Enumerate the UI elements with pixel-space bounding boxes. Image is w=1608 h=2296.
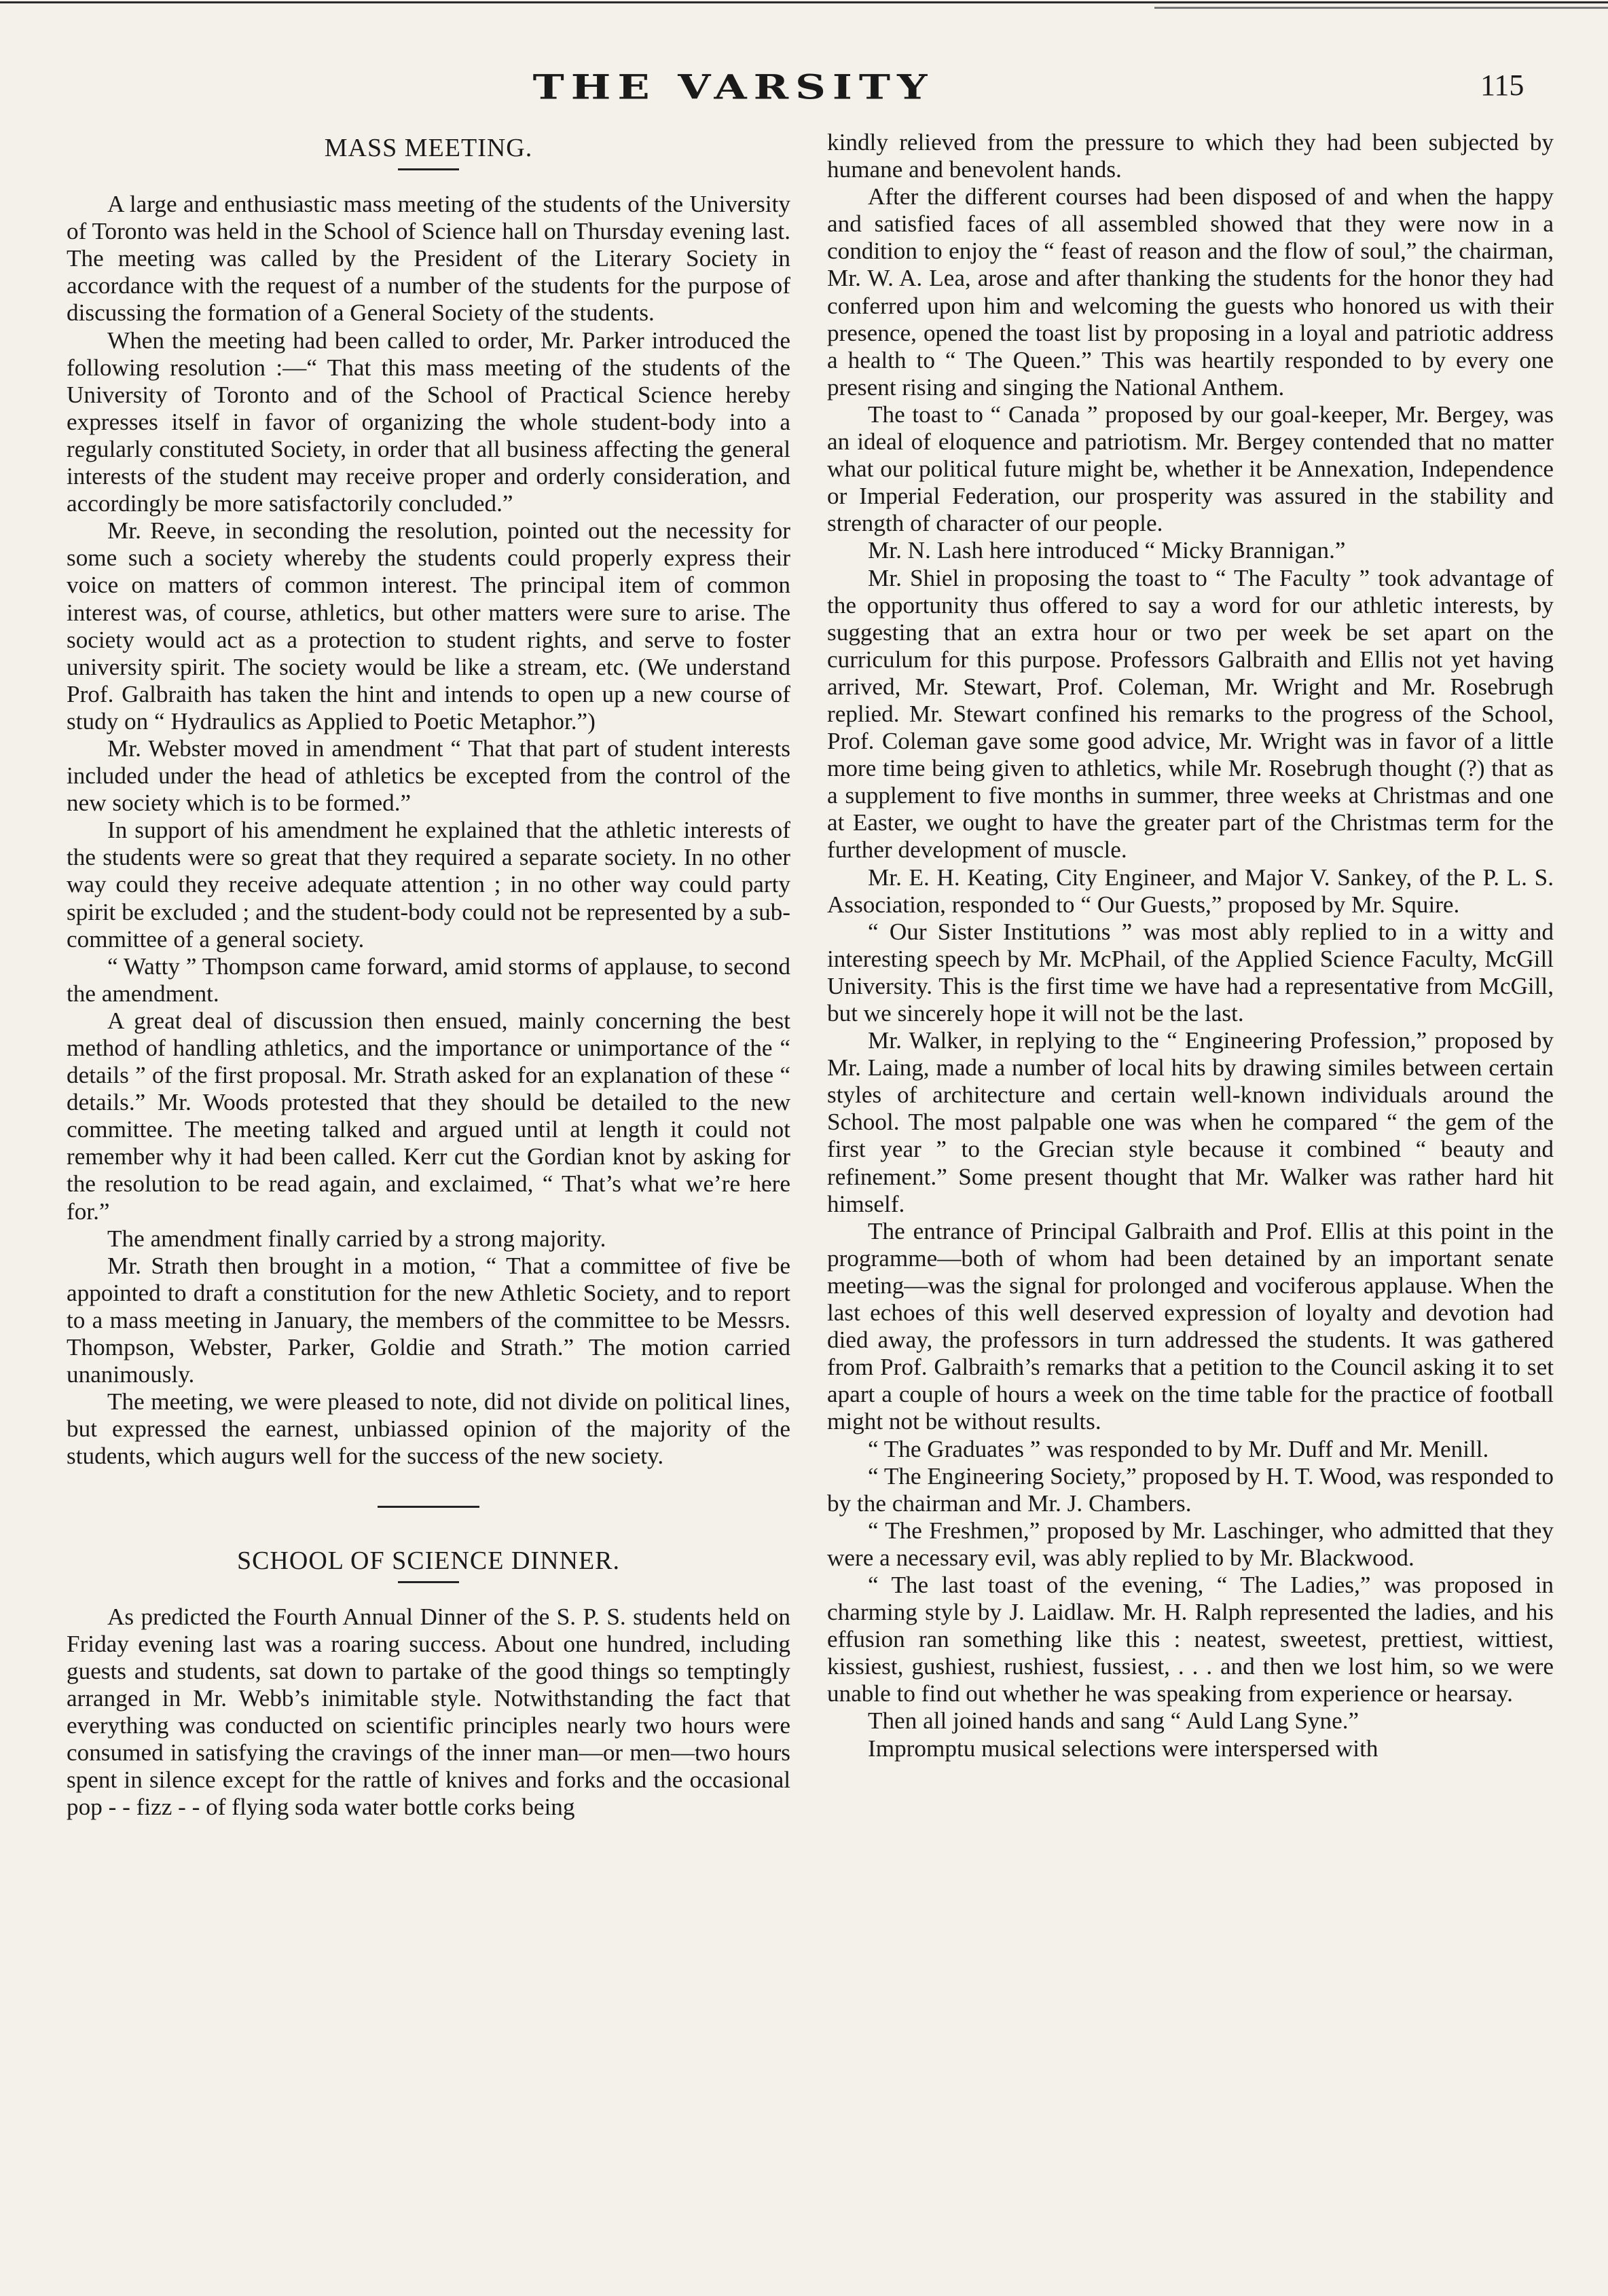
paragraph: “ Our Sister Institutions ” was most ably replied to in a witty and interesting speech by Mr. McPhail, of the Applied Science Faculty, McGill University. This is the first time we have had a representative from McGill, but we sincerely hope it will not be the last. xyxy=(827,918,1554,1026)
top-border-rule-secondary xyxy=(1154,7,1608,9)
paragraph: In support of his amendment he explained that the athletic interests of the students were so great that they required a separate society. In no other way could they receive adequate attention ; in no other way could party spirit be excluded ; and the student-body could not be represented by a sub-committee of a general society. xyxy=(67,817,790,952)
paragraph: The amendment finally carried by a strong majority. xyxy=(107,1225,606,1252)
top-border-rule xyxy=(0,0,1608,7)
paragraph: “ The Freshmen,” proposed by Mr. Laschinger, who admitted that they were a necessary evil, was ably replied to by Mr. Blackwood. xyxy=(827,1517,1554,1571)
masthead-title: THE VARSITY xyxy=(532,67,934,107)
section-divider xyxy=(378,1506,479,1508)
page-number: 115 xyxy=(1480,69,1524,102)
paragraph: Mr. Shiel in proposing the toast to “ The Faculty ” took advantage of the opportunity thus offered to say a word for our athletic interests, by suggesting that an extra hour or two per week be set apart on the curriculum for this purpose. Professors Galbraith and Ellis not yet having arrived, Mr. Stewart, Prof. Coleman, Mr. Wright and Mr. Rosebrugh replied. Mr. Stewart confined his remarks to the progress of the School, Prof. Coleman gave some good advice, Mr. Wright was in favor of a little more time being given to athletics, while Mr. Rosebrugh thought (?) that as a supplement to five months in summer, three weeks at Christmas and one at Easter, we ought to have the greater part of the Christmas term for the further development of muscle. xyxy=(827,564,1554,864)
paragraph: A great deal of discussion then ensued, mainly concerning the best method of handling athletics, and the importance or unimportance of the “ details ” of the first proposal. Mr. Strath asked for an explanation of these “ details.” Mr. Woods protested that they should be detailed to the new committee. The meeting talked and argued until at length it could not remember why it had been called. Kerr cut the Gordian knot by asking for the resolution to be read again, and exclaimed, “ That’s what we’re here for.” xyxy=(67,1007,790,1225)
paragraph: When the meeting had been called to order, Mr. Parker introduced the following resolution :—“ That this mass meeting of the students of the University of Toronto and of the School of Practical Science hereby expresses itself in favor of organizing the whole student-body into a regularly constituted Society, in order that all business affecting the general interests of the student may receive proper and orderly consideration, and accordingly be more satisfactorily concluded.” xyxy=(67,327,790,517)
paragraph: “ The last toast of the evening, “ The Ladies,” was proposed in charming style by J. Laidlaw. Mr. H. Ralph represented the ladies, and his effusion ran something like this : neatest, sweetest, prettiest, wittiest, kissiest, gushiest, rushiest, fussiest, . . . and then we lost him, so we were unable to find out whether he was speaking from experience or hearsay. xyxy=(827,1571,1554,1707)
paragraph: Mr. Walker, in replying to the “ Engineering Profession,” proposed by Mr. Laing, made a number of local hits by drawing similes between certain styles of architecture and certain well-known individuals around the School. The most palpable one was when he compared “ the gem of the first year ” to the Grecian style because it combined “ beauty and refinement.” Some present thought that Mr. Walker was rather hard hit himself. xyxy=(827,1027,1554,1217)
paragraph: The toast to “ Canada ” proposed by our goal-keeper, Mr. Bergey, was an ideal of eloquence and patriotism. Mr. Bergey contended that no matter what our political future might be, whether it be Annexation, Independence or Imperial Federation, our prosperity was assured in the stability and strength of character of our people. xyxy=(827,401,1554,537)
paragraph: “ The Engineering Society,” proposed by H. T. Wood, was responded to by the chairman and Mr. J. Chambers. xyxy=(827,1462,1554,1517)
heading-rule xyxy=(398,1581,459,1583)
paragraph: “ Watty ” Thompson came forward, amid storms of applause, to second the amendment. xyxy=(67,952,790,1007)
paragraph: Then all joined hands and sang “ Auld Lang Syne.” xyxy=(868,1707,1359,1735)
paragraph: Impromptu musical selections were interspersed with xyxy=(868,1735,1378,1762)
paragraph: Mr. Reeve, in seconding the resolution, pointed out the necessity for some such a society whereby the students could properly express their voice on matters of common interest. The principal item of common interest was, of course, athletics, but other matters were sure to arise. The society would act as a protection to student rights, and serve to foster university spirit. The society would be like a stream, etc. (We understand Prof. Galbraith has taken the hint and intends to open up a new course of study on “ Hydraulics as Applied to Poetic Metaphor.”) xyxy=(67,517,790,735)
left-column xyxy=(67,129,790,1821)
paragraph-continuation: kindly relieved from the pressure to which they had been subjected by humane and benevolent hands. xyxy=(827,129,1554,183)
paragraph: “ The Graduates ” was responded to by Mr. Duff and Mr. Menill. xyxy=(868,1435,1489,1462)
paragraph: Mr. Webster moved in amendment “ That that part of student interests included under the head of athletics be excepted from the control of the new society which is to be formed.” xyxy=(67,735,790,817)
paragraph: After the different courses had been disposed of and when the happy and satisfied faces of all assembled showed that they were now in a condition to enjoy the “ feast of reason and the flow of soul,” the chairman, Mr. W. A. Lea, arose and after thanking the students for the honor they had conferred upon him and welcoming the guests who honored us with their presence, opened the toast list by proposing in a loyal and patriotic address a health to “ The Queen.” This was heartily responded to by every one present rising and singing the National Anthem. xyxy=(827,183,1554,401)
paragraph: Mr. E. H. Keating, City Engineer, and Major V. Sankey, of the P. L. S. Association, responded to “ Our Guests,” proposed by Mr. Squire. xyxy=(827,864,1554,918)
paragraph: The entrance of Principal Galbraith and Prof. Ellis at this point in the programme—both of whom had been detained by an important senate meeting—was the signal for prolonged and vociferous applause. When the last echoes of this well deserved expression of loyalty and devotion had died away, the professors in turn addressed the students. It was gathered from Prof. Galbraith’s remarks that a petition to the Council asking it to set apart a couple of hours a week on the time table for the practice of football might not be without results. xyxy=(827,1217,1554,1435)
paragraph: The meeting, we were pleased to note, did not divide on political lines, but expressed the earnest, unbiassed opinion of the majority of the students, which augurs well for the success of the new society. xyxy=(67,1388,790,1470)
right-column xyxy=(827,129,1554,1762)
article-heading-mass-meeting: MASS MEETING. xyxy=(324,134,533,162)
article-heading-science-dinner: SCHOOL OF SCIENCE DINNER. xyxy=(236,1546,621,1575)
paragraph: A large and enthusiastic mass meeting of the students of the University of Toronto was held in the School of Science hall on Thursday evening last. The meeting was called by the President of the Literary Society in accordance with the request of a number of the students for the purpose of discussing the formation of a General Society of the students. xyxy=(67,191,790,327)
paragraph: As predicted the Fourth Annual Dinner of the S. P. S. students held on Friday evening last was a roaring success. About one hundred, including guests and students, sat down to partake of the good things so temptingly arranged in Mr. Webb’s inimitable style. Notwithstanding the fact that everything was conducted on scientific principles nearly two hours were consumed in satisfying the cravings of the inner man—or men—two hours spent in silence except for the rattle of knives and forks and the occasional pop - - fizz - - of flying soda water bottle corks being xyxy=(67,1603,790,1821)
paragraph: Mr. Strath then brought in a motion, “ That a committee of five be appointed to draft a constitution for the new Athletic Society, and to report to a mass meeting in January, the members of the committee to be Messrs. Thompson, Webster, Parker, Goldie and Strath.” The motion carried unanimously. xyxy=(67,1252,790,1388)
heading-rule xyxy=(398,168,459,170)
paragraph: Mr. N. Lash here introduced “ Micky Brannigan.” xyxy=(868,537,1346,564)
